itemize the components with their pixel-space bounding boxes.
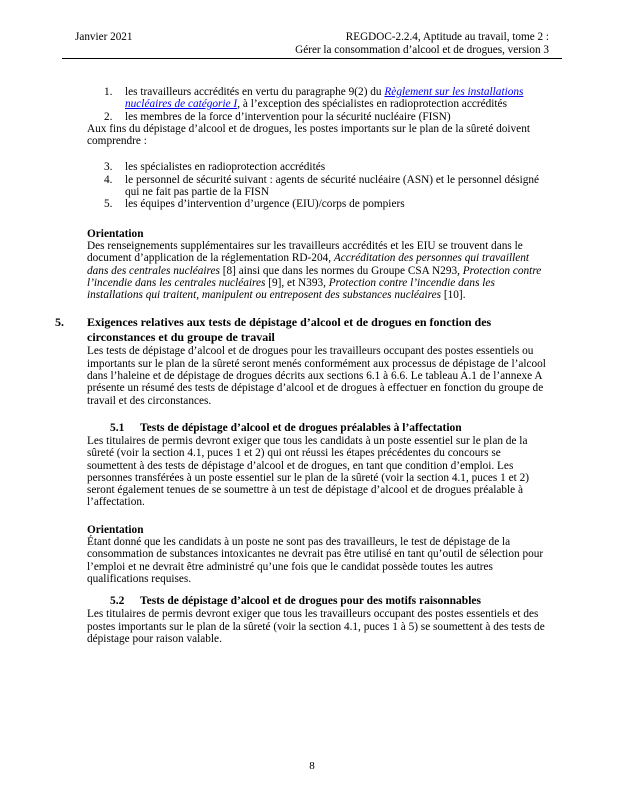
list-item-text <box>125 161 552 173</box>
paragraph-orientation-2 <box>87 536 552 585</box>
text-run: les équipes d’intervention d’urgence (EIU)/corps de pompiers <box>125 198 405 211</box>
list-item-4 <box>104 174 552 199</box>
list-certified-workers <box>104 86 552 123</box>
text-run: les spécialistes en radioprotection accrédités <box>125 161 326 174</box>
text-run: [8] ainsi que dans les normes du Groupe CSA N293, <box>219 264 463 277</box>
document-content <box>55 86 552 645</box>
orientation-heading-1: Orientation <box>87 227 144 240</box>
header-title <box>295 31 549 56</box>
list-item-number: 4. <box>104 173 113 186</box>
subsection-number: 5.1 <box>110 421 125 434</box>
regulation-link[interactable]: Règlement sur les installations nucléaires de catégorie I <box>125 86 524 111</box>
italic-text-run: Protection contre l’incendie dans les centrales nucléaires <box>87 264 542 289</box>
list-item-3 <box>104 161 552 173</box>
text-run: Aux fins du dépistage d’alcool et de drogues, les postes importants sur le plan de la sûreté doivent comprendre : <box>87 122 530 148</box>
orientation-heading-2: Orientation <box>87 523 144 536</box>
text-run: , à l’exception des spécialistes en radioprotection accrédités <box>237 98 507 111</box>
text-run: les travailleurs accrédités en vertu du paragraphe 9(2) du <box>125 86 385 98</box>
text-run: Des renseignements supplémentaires sur les travailleurs accrédités et les EIU se trouvent dans le document d’application de la réglementation RD-204, <box>87 239 523 265</box>
list-safety-important-positions <box>104 161 552 210</box>
subsection-title: Tests de dépistage d’alcool et de drogues pour des motifs raisonnables <box>140 595 481 608</box>
list-item-text <box>125 198 552 210</box>
text-run: Les titulaires de permis devront exiger que tous les candidats à un poste essentiel sur le plan de la sûreté (voir la section 4.1, puces 1 et 2) qui ont réussi les étapes précédentes du concours se soumettent à des tests de dépistage d’alcool et de drogues, en tant que condition d’emploi. Les personnes transférées à un poste essentiel sur le plan de la sûreté (voir la section 4.1, puces 1 et 2) seront également tenues de se soumettre à un test de dépistage d’alcool et de drogues préalable à l’affectation. <box>87 434 530 509</box>
header-title-line2: Gérer la consommation d’alcool et de drogues, version 3 <box>295 43 549 56</box>
list-item-text <box>125 111 552 123</box>
text-run: Les titulaires de permis devront exiger que tous les travailleurs occupant des postes essentiels et des postes importants sur le plan de la sûreté (voir la section 4.1, puces 1 à 5) se soumettent à des tests de dépistage pour raison valable. <box>87 608 545 645</box>
italic-text-run: Accréditation des personnes qui travaillent dans des centrales nucléaires <box>87 252 530 277</box>
section-title: Exigences relatives aux tests de dépistage d’alcool et de drogues en fonction des circonstances et du groupe de travail <box>87 315 492 345</box>
header-rule <box>62 58 562 59</box>
list-item-number: 1. <box>104 86 113 98</box>
header-date: Janvier 2021 <box>75 31 133 43</box>
list-item-1 <box>104 86 552 111</box>
paragraph-section-5-2 <box>87 608 552 645</box>
section-5-1-heading <box>110 422 552 435</box>
text-run: les membres de la force d’intervention pour la sécurité nucléaire (FISN) <box>125 110 451 123</box>
subsection-title: Tests de dépistage d’alcool et de drogues préalables à l’affectation <box>140 421 462 434</box>
list-item-text <box>125 86 552 111</box>
page-number: 8 <box>309 760 315 772</box>
paragraph-aux-fins <box>87 123 552 148</box>
text-run: le personnel de sécurité suivant : agents de sécurité nucléaire (ASN) et le personnel désigné qui ne fait pas partie de la FISN <box>125 173 540 199</box>
paragraph-section-5 <box>87 345 552 406</box>
italic-text-run: Protection contre l’incendie dans les installations qui traitent, manipulent ou entreposent des substances nucléaires <box>87 276 495 302</box>
page-header <box>0 0 624 56</box>
section-5-heading <box>55 315 552 345</box>
text-run: [10]. <box>441 289 466 302</box>
text-run: [9], et N393, <box>265 276 329 289</box>
list-item-number: 2. <box>104 110 113 123</box>
list-item-number: 5. <box>104 198 113 211</box>
list-item-5 <box>104 198 552 210</box>
list-item-2 <box>104 111 552 123</box>
paragraph-section-5-1 <box>87 435 552 509</box>
list-item-number: 3. <box>104 161 113 174</box>
list-item-text <box>125 174 552 199</box>
header-title-line1: REGDOC-2.2.4, Aptitude au travail, tome 2 : <box>345 31 549 43</box>
section-5-2-heading <box>110 595 552 608</box>
text-run: Les tests de dépistage d’alcool et de drogues pour les travailleurs occupant des postes essentiels ou importants sur le plan de la sûreté seront menés conformément aux processus de dépistage de l’alcool dans l’haleine et de dépistage de drogues décrits aux sections 6.1 à 6.6. Le tableau A.1 de l’annexe A présente un résumé des tests de dépistage d’alcool et de drogues à effectuer en fonction du groupe de travail et des circonstances. <box>87 345 546 407</box>
section-number: 5. <box>55 315 64 330</box>
text-run: Étant donné que les candidats à un poste ne sont pas des travailleurs, le test de dépistage de la consommation de substances intoxicantes ne devrait pas être utilisé en tant qu’outil de sélection pour l’emploi et ne devrait être administré qu’une fois que le candidat possède toutes les autres qualifications requises. <box>87 536 544 585</box>
subsection-number: 5.2 <box>110 595 125 608</box>
paragraph-orientation-1 <box>87 240 552 301</box>
